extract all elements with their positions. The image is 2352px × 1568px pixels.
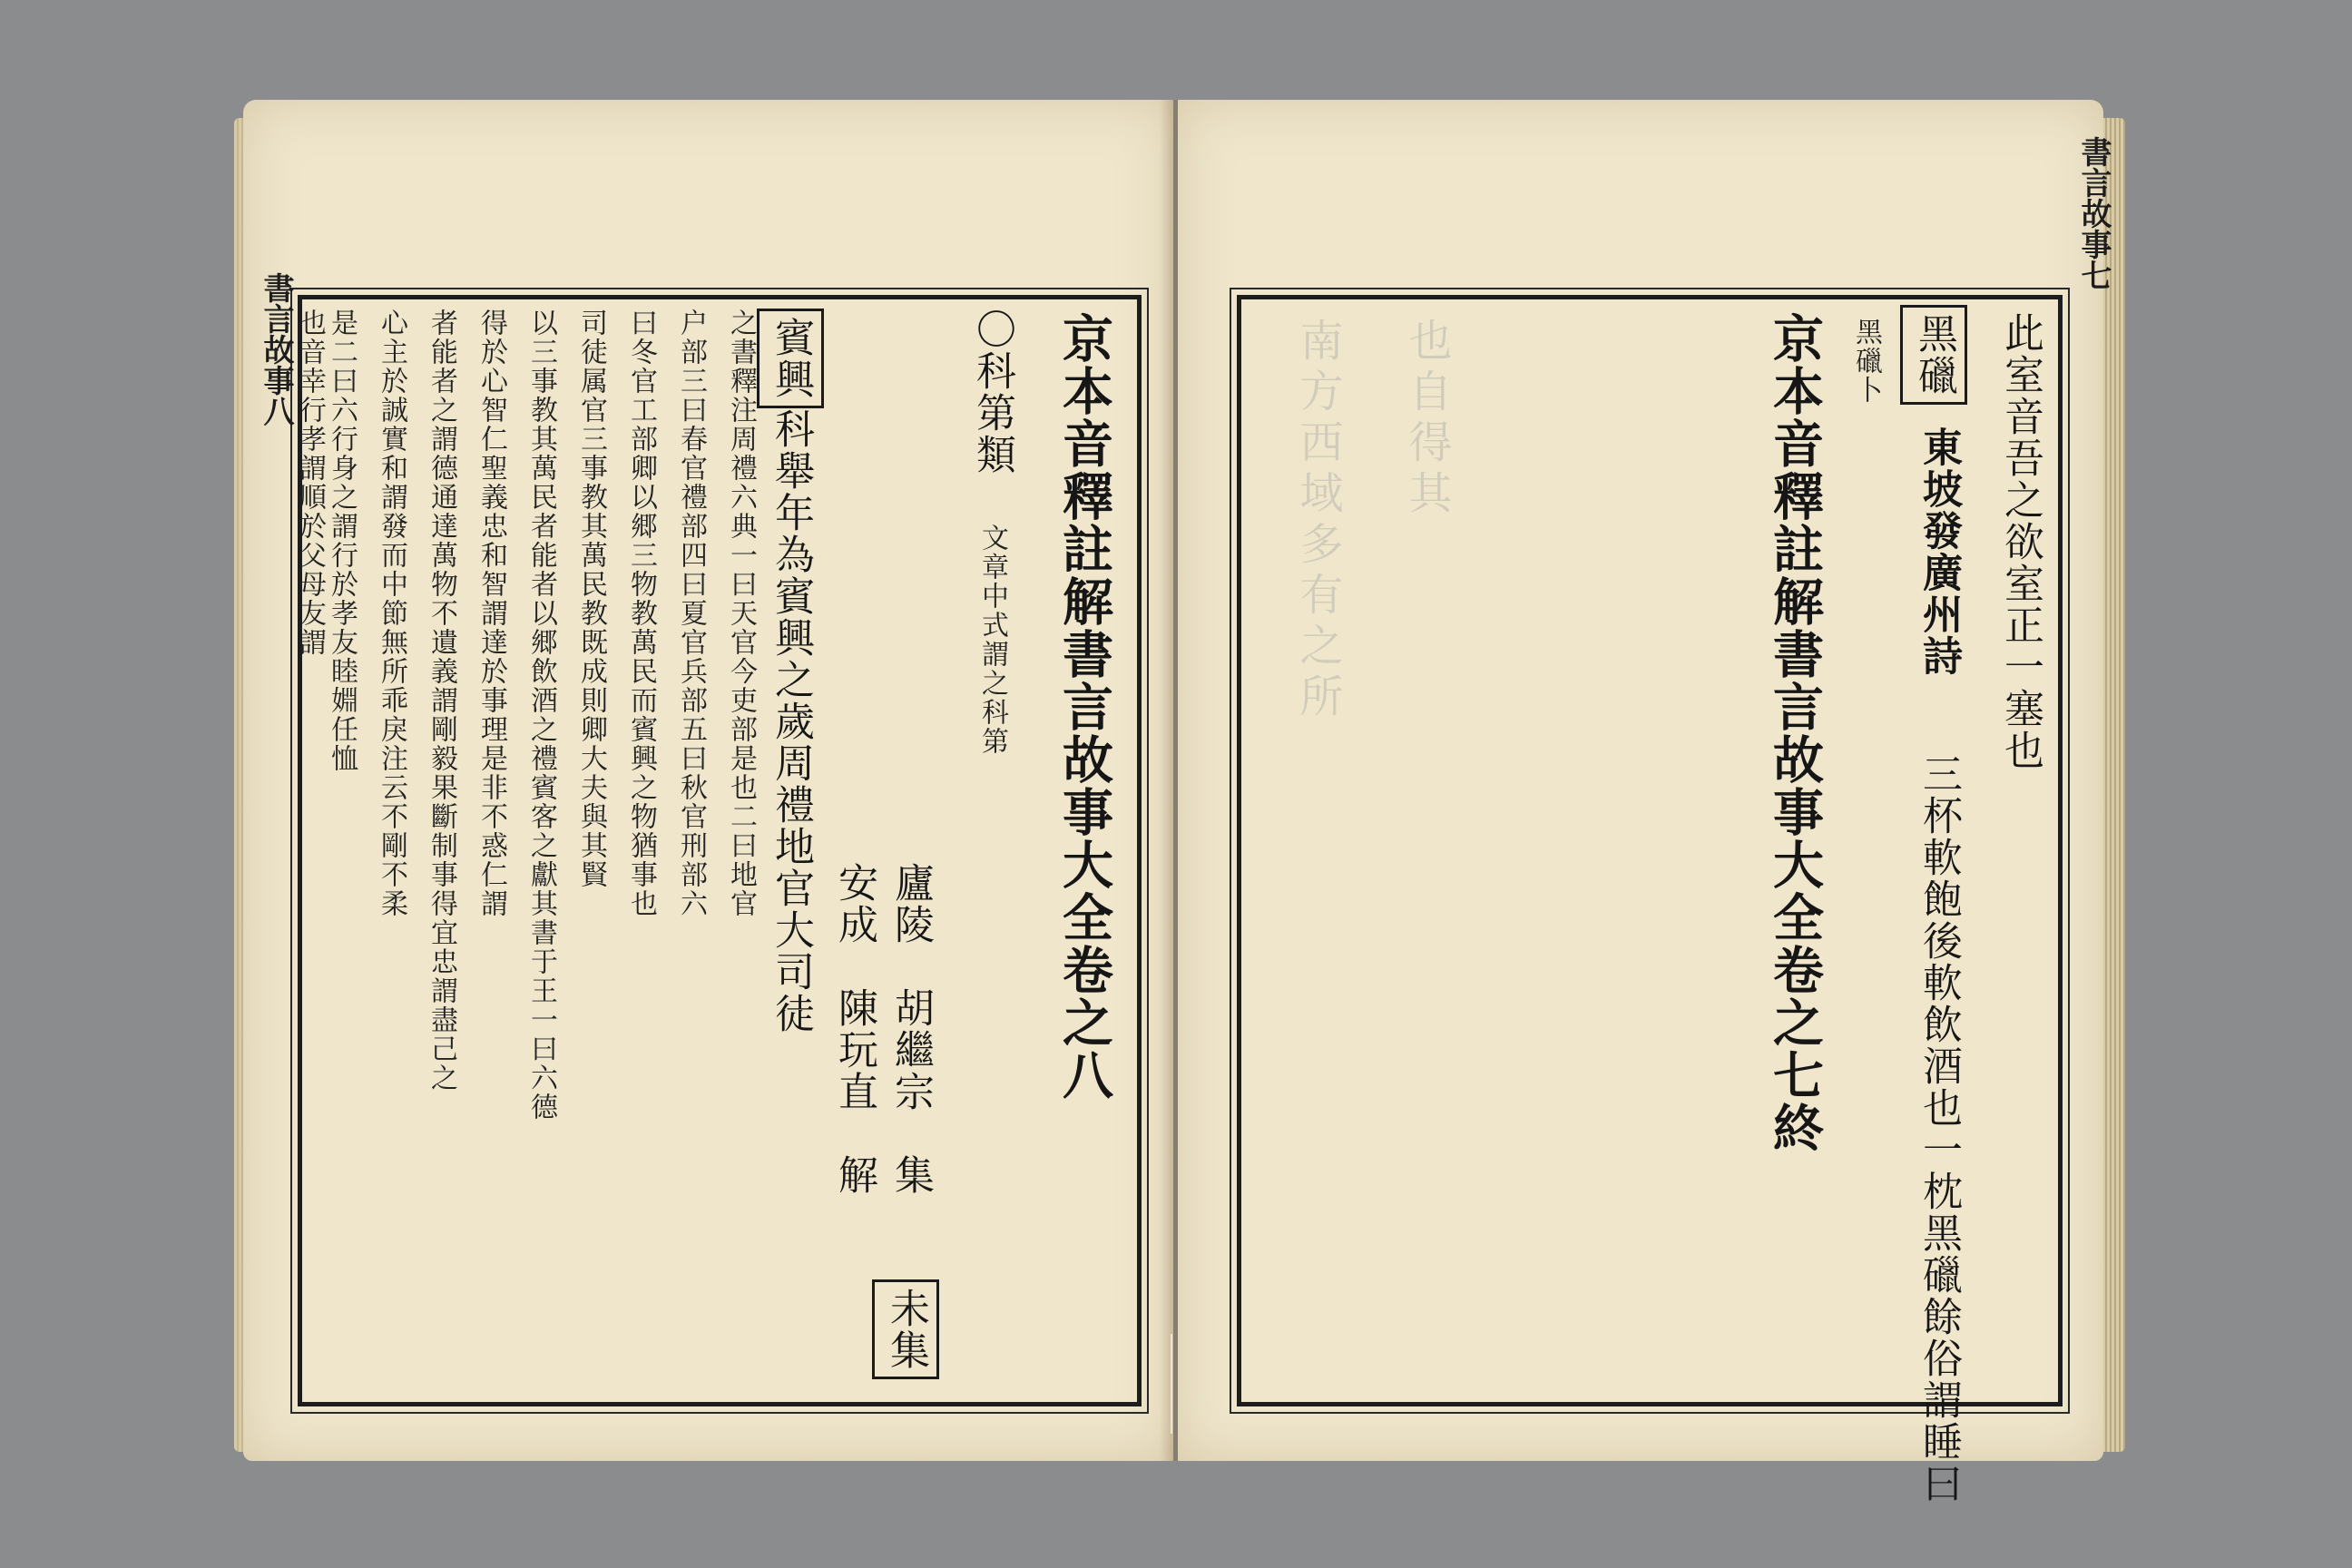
- category-note: 文章中式謂之科第: [976, 524, 1008, 756]
- poem-line: 三杯軟飽後軟飲酒也一枕黑䃳餘俗謂睡曰: [1916, 753, 1962, 1504]
- left-spine-text: 書言故事: [258, 272, 294, 396]
- compiler-line-2: 安成 陳玩直 解: [831, 862, 877, 1196]
- boxed-mark-label: 未集: [872, 1279, 939, 1379]
- volume-end-title: 京本音釋註解書言故事大全卷之七終: [1765, 312, 1825, 1154]
- poem-title: 東坡發廣州詩: [1916, 426, 1962, 677]
- right-spine-label: [2072, 136, 2116, 290]
- text-column-7: 得於心智仁聖義忠和智謂達於事理是非不惑仁謂: [475, 309, 507, 918]
- volume-title: 京本音釋註解書言故事大全卷之八: [1054, 312, 1114, 1102]
- text-column-11: 也音幸行孝謂順於父母友謂: [294, 309, 326, 657]
- boxed-term: 黑䃳: [1900, 305, 1967, 405]
- text-column-5: 司徒属官三事教其萬民教既成則卿大夫與其賢: [575, 309, 607, 889]
- left-spine-volume: 八: [258, 396, 294, 426]
- right-page-frame: [1237, 295, 2063, 1504]
- bleed-through-text: 南方西域多有之所: [1292, 318, 1343, 724]
- left-spine-label: [254, 272, 299, 426]
- column-text: 科舉年為賓興之歲周禮地官大司徒: [768, 408, 814, 1034]
- header-line: 此室音吾之欲室正一塞也: [1997, 312, 2043, 771]
- right-spine-volume: 七: [2075, 260, 2112, 290]
- text-column-2: 之書釋注周禮六典一曰天官今吏部是也二曰地官: [725, 309, 757, 918]
- compiler-line-1: 廬陵 胡繼宗 集: [887, 862, 934, 1196]
- boxed-term: 賓興: [757, 309, 824, 408]
- text-column-9: 心主於誠實和謂發而中節無所乖戾注云不剛不柔: [376, 309, 407, 918]
- bleed-through-text: 也自得其: [1401, 318, 1452, 521]
- category-label: 〇科第類: [969, 309, 1015, 475]
- text-column-8: 者能者之謂德通達萬物不遺義謂剛毅果斷制事得宜忠謂盡己之: [426, 309, 457, 1093]
- text-column-1: [757, 309, 824, 1034]
- text-column-6: 以三事教其萬民者能者以郷飲酒之禮賓客之獻其書于王一曰六德: [525, 309, 557, 1122]
- category-heading: [963, 309, 1021, 756]
- boxed-mark-collection: [872, 1279, 939, 1379]
- poem-column: [1900, 305, 1967, 405]
- text-column-3: 户部三曰春官禮部四曰夏官兵部五曰秋官刑部六: [675, 309, 707, 918]
- left-page: [243, 100, 1173, 1461]
- open-book: [243, 100, 2112, 1504]
- left-page-frame: [294, 295, 1142, 1406]
- text-column-10: 是二曰六行身之謂行於孝友睦婣任恤: [326, 309, 358, 773]
- sub-note: 黑䃳卜: [1850, 318, 1882, 405]
- right-page: [1178, 100, 2112, 1504]
- right-spine-text: 書言故事: [2075, 136, 2112, 260]
- text-column-4: 曰冬官工部卿以郷三物教萬民而賓興之物猶事也: [625, 309, 657, 918]
